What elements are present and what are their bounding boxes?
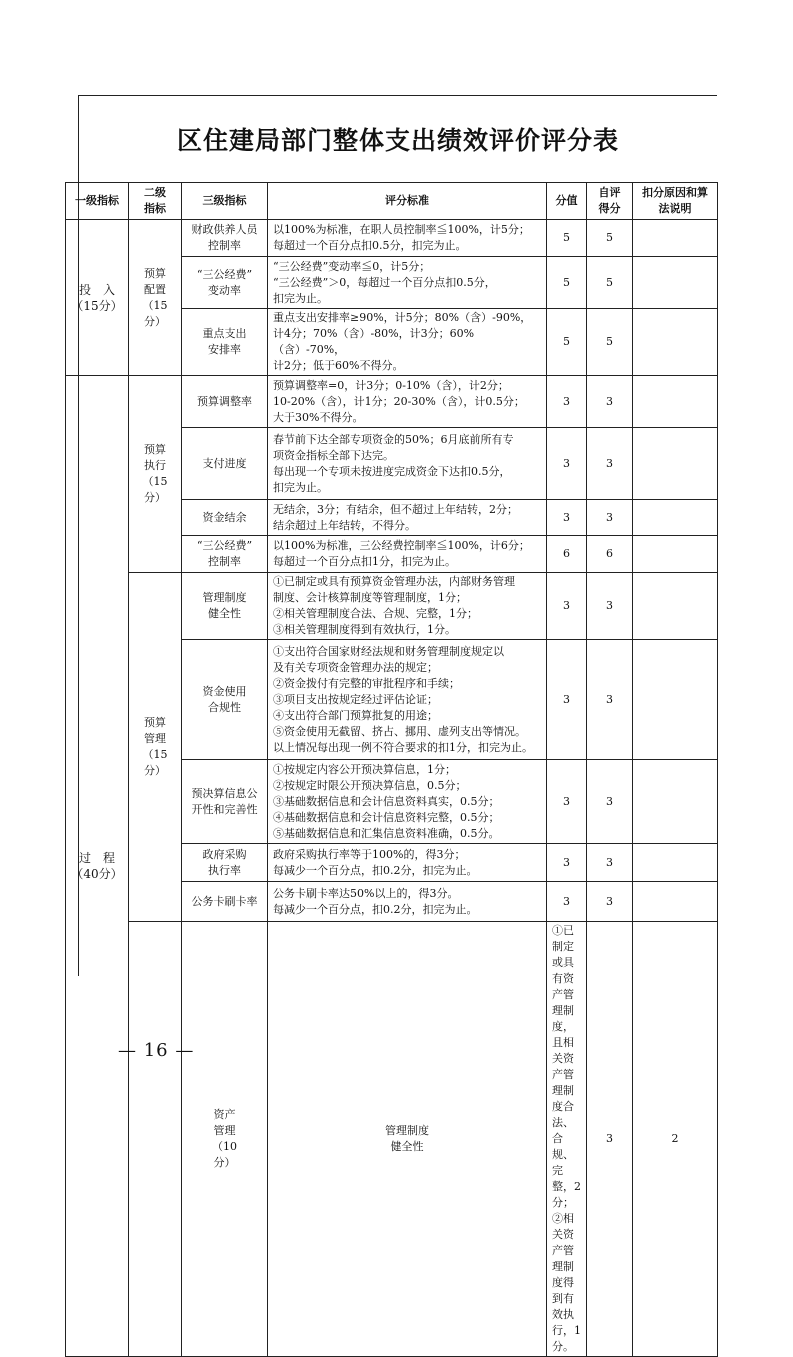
level3-cell: “三公经费” 变动率 xyxy=(182,257,268,309)
standard-cell: 重点支出安排率≥90%，计5分；80%（含）-90%， 计4分；70%（含）-80%，计3分；60%（含）-70%， 计2分；低于60%不得分。 xyxy=(268,309,547,376)
score-cell: 3 xyxy=(547,573,587,640)
self-score-cell: 3 xyxy=(587,428,633,500)
score-cell: 3 xyxy=(547,882,587,922)
self-score-cell: 5 xyxy=(587,220,633,257)
standard-cell: ①按规定内容公开预决算信息，1分； ②按规定时限公开预决算信息，0.5分； ③基础数据信息和会计信息资料真实，0.5分； ④基础数据信息和会计信息资料完整，0.5分； ⑤基础数据信息和汇集信息资料准确，0.5分。 xyxy=(268,760,547,844)
standard-cell: 无结余，3分；有结余，但不超过上年结转，2分； 结余超过上年结转，不得分。 xyxy=(268,500,547,536)
table-row xyxy=(66,220,718,257)
self-score-cell: 3 xyxy=(587,500,633,536)
level2-cell: 预算 执行 （15 分） xyxy=(129,376,182,573)
level3-cell: 资金结余 xyxy=(182,500,268,536)
reason-cell xyxy=(633,844,718,882)
level3-cell: “三公经费” 控制率 xyxy=(182,536,268,573)
reason-cell xyxy=(633,257,718,309)
reason-cell xyxy=(633,500,718,536)
level1-empty xyxy=(129,922,182,1357)
table-body xyxy=(66,220,718,1357)
standard-cell: ①已制定或具有资产管理制度，且相关资产管理制 度合法、合规、完整，2分； ②相关资产管理制度得到有效执行，1分。 xyxy=(547,922,587,1357)
level2-cell: 预算 管理 （15 分） xyxy=(129,573,182,922)
reason-cell xyxy=(633,640,718,760)
level3-cell: 资金使用 合规性 xyxy=(182,640,268,760)
reason-cell xyxy=(633,536,718,573)
reason-cell xyxy=(633,882,718,922)
table-row xyxy=(66,376,718,428)
score-cell: 3 xyxy=(547,640,587,760)
header-score: 分值 xyxy=(547,183,587,220)
header-level2 xyxy=(129,183,182,220)
reason-cell xyxy=(633,428,718,500)
level3-cell: 管理制度 健全性 xyxy=(268,922,547,1357)
standard-cell: 预算调整率=0，计3分；0-10%（含），计2分； 10-20%（含），计1分；20-30%（含），计0.5分； 大于30%不得分。 xyxy=(268,376,547,428)
reason-cell xyxy=(633,573,718,640)
score-cell: 5 xyxy=(547,220,587,257)
score-cell: 6 xyxy=(547,536,587,573)
standard-cell: ①已制定或具有预算资金管理办法，内部财务管理 制度、会计核算制度等管理制度，1分； ②相关管理制度合法、合规、完整，1分； ③相关管理制度得到有效执行，1分。 xyxy=(268,573,547,640)
level3-cell: 预算调整率 xyxy=(182,376,268,428)
reason-cell xyxy=(633,309,718,376)
page-title: 区住建局部门整体支出绩效评价评分表 xyxy=(176,126,619,155)
self-score-cell: 3 xyxy=(587,882,633,922)
header-level1: 一级指标 xyxy=(66,183,129,220)
level2-cell: 资产 管理 （10 分） xyxy=(182,922,268,1357)
reason-cell xyxy=(633,376,718,428)
score-cell: 3 xyxy=(547,760,587,844)
level2-cell: 预算 配置 （15 分） xyxy=(129,220,182,376)
level1-input: 投 入 （15分） xyxy=(66,220,129,376)
self-score-cell: 2 xyxy=(633,922,718,1357)
reason-cell xyxy=(633,760,718,844)
standard-cell: 以100%为标准，三公经费控制率≦100%，计6分； 每超过一个百分点扣1分，扣完为止。 xyxy=(268,536,547,573)
standard-cell: 公务卡刷卡率达50%以上的，得3分。 每减少一个百分点，扣0.2分，扣完为止。 xyxy=(268,882,547,922)
level3-cell: 财政供养人员 控制率 xyxy=(182,220,268,257)
table-row xyxy=(66,573,718,640)
level3-cell: 管理制度 健全性 xyxy=(182,573,268,640)
self-score-cell: 3 xyxy=(587,573,633,640)
self-score-cell: 3 xyxy=(587,376,633,428)
level3-cell: 公务卡刷卡率 xyxy=(182,882,268,922)
self-score-cell: 3 xyxy=(587,760,633,844)
score-cell: 3 xyxy=(587,922,633,1357)
level3-cell: 政府采购 执行率 xyxy=(182,844,268,882)
score-cell: 3 xyxy=(547,844,587,882)
standard-cell: 春节前下达全部专项资金的50%；6月底前所有专 项资金指标全部下达完。 每出现一个专项未按进度完成资金下达扣0.5分， 扣完为止。 xyxy=(268,428,547,500)
score-cell: 5 xyxy=(547,309,587,376)
self-score-cell: 5 xyxy=(587,257,633,309)
header-self-score-text: 自评得分 xyxy=(598,186,621,215)
level3-cell: 支付进度 xyxy=(182,428,268,500)
header-level2-text: 二级指标 xyxy=(144,186,166,215)
score-cell: 3 xyxy=(547,500,587,536)
header-level3: 三级指标 xyxy=(182,183,268,220)
header-reason-text: 扣分原因和算法说明 xyxy=(642,186,708,215)
standard-cell: 政府采购执行率等于100%的，得3分； 每减少一个百分点，扣0.2分，扣完为止。 xyxy=(268,844,547,882)
level3-cell: 预决算信息公 开性和完善性 xyxy=(182,760,268,844)
self-score-cell: 6 xyxy=(587,536,633,573)
self-score-cell: 3 xyxy=(587,640,633,760)
self-score-cell: 5 xyxy=(587,309,633,376)
header-reason xyxy=(633,183,718,220)
level3-cell: 重点支出 安排率 xyxy=(182,309,268,376)
page-number: — 16 — xyxy=(118,1040,195,1061)
score-cell: 3 xyxy=(547,376,587,428)
standard-cell: 以100%为标准，在职人员控制率≦100%，计5分； 每超过一个百分点扣0.5分，扣完为止。 xyxy=(268,220,547,257)
score-cell: 5 xyxy=(547,257,587,309)
self-score-cell: 3 xyxy=(587,844,633,882)
header-row xyxy=(66,183,718,220)
standard-cell: ①支出符合国家财经法规和财务管理制度规定以 及有关专项资金管理办法的规定； ②资金拨付有完整的审批程序和手续； ③项目支出按规定经过评估论证； ④支出符合部门预算批复的用途； ⑤资金使用无截留、挤占、挪用、虚列支出等情况。 以上情况每出现一例不符合要求的扣1分，扣完为止。 xyxy=(268,640,547,760)
level1-process: 过 程 （40分） xyxy=(66,376,129,1357)
header-self-score xyxy=(587,183,633,220)
table-row xyxy=(66,922,718,1357)
standard-cell: “三公经费”变动率≦0，计5分； “三公经费”＞0，每超过一个百分点扣0.5分， 扣完为止。 xyxy=(268,257,547,309)
reason-cell xyxy=(633,220,718,257)
score-cell: 3 xyxy=(547,428,587,500)
score-table xyxy=(65,182,718,1357)
header-standard: 评分标准 xyxy=(268,183,547,220)
